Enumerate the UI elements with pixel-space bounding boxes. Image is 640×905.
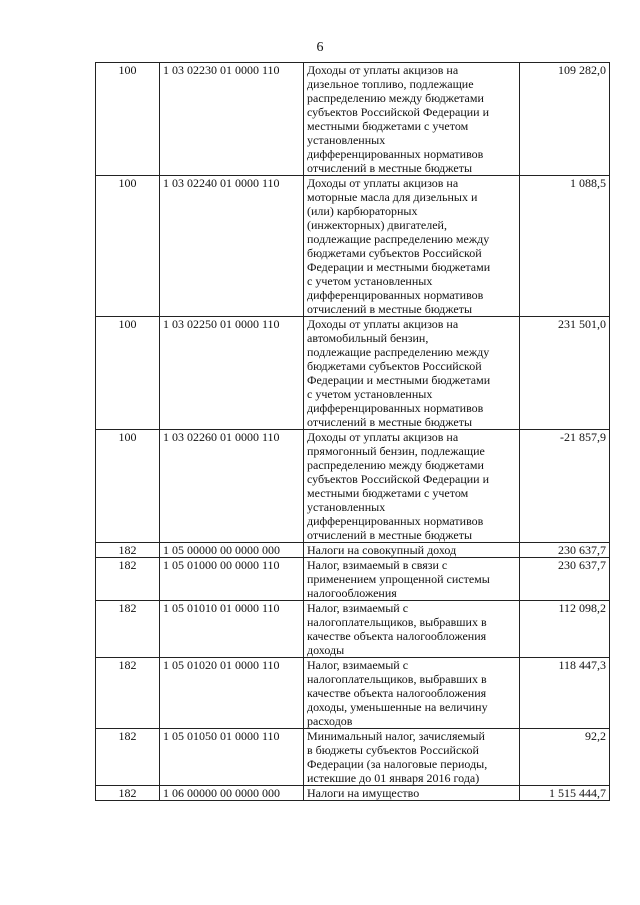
revenue-name-line: подлежащие распределению между [307,232,490,246]
revenue-name-line: Налог, взимаемый с [307,601,409,615]
revenue-name-line: субъектов Российской Федерации и [307,105,490,119]
revenue-name-cell [304,658,520,729]
budget-classification-code-cell: 1 05 01020 01 0000 110 [160,658,304,729]
revenue-name-cell [304,786,520,801]
revenue-name-line: отчислений в местные бюджеты [307,415,473,429]
revenue-name-line: Налог, взимаемый с [307,658,409,672]
revenue-name-line: установленных [307,133,386,147]
revenue-table-body [96,63,610,801]
revenue-name-line: подлежащие распределению между [307,345,490,359]
amount-cell: 1 515 444,7 [520,786,610,801]
budget-classification-code-cell: 1 05 01010 01 0000 110 [160,601,304,658]
revenue-name-line: бюджетами субъектов Российской [307,246,482,260]
revenue-name-line: автомобильный бензин, [307,331,429,345]
revenue-name-line: истекшие до 01 января 2016 года) [307,771,480,785]
amount-cell: -21 857,9 [520,430,610,543]
admin-code-cell: 182 [96,658,160,729]
amount-cell: 230 637,7 [520,558,610,601]
revenue-name-cell [304,430,520,543]
revenue-name-line: доходы, уменьшенные на величину [307,700,488,714]
revenue-name-line: отчислений в местные бюджеты [307,302,473,316]
amount-cell: 109 282,0 [520,63,610,176]
table-row [96,317,610,430]
admin-code-cell: 182 [96,729,160,786]
revenue-name-line: дизельное топливо, подлежащие [307,77,474,91]
amount-cell: 230 637,7 [520,543,610,558]
revenue-name-line: местными бюджетами с учетом [307,486,469,500]
revenue-name-line: с учетом установленных [307,387,433,401]
revenue-name-cell [304,317,520,430]
budget-classification-code-cell: 1 03 02230 01 0000 110 [160,63,304,176]
revenue-name-cell [304,543,520,558]
amount-cell: 118 447,3 [520,658,610,729]
revenue-name-cell [304,63,520,176]
revenue-name-line: (или) карбюраторных [307,204,418,218]
revenue-name-line: установленных [307,500,386,514]
revenue-name-line: с учетом установленных [307,274,433,288]
admin-code-cell: 182 [96,786,160,801]
revenue-name-line: Доходы от уплаты акцизов на [307,430,459,444]
revenue-name-line: (инжекторных) двигателей, [307,218,447,232]
table-row [96,176,610,317]
budget-classification-code-cell: 1 05 00000 00 0000 000 [160,543,304,558]
admin-code-cell: 182 [96,558,160,601]
revenue-name-line: Минимальный налог, зачисляемый [307,729,485,743]
table-row [96,786,610,801]
admin-code-cell: 182 [96,601,160,658]
table-row [96,658,610,729]
revenue-name-line: Налоги на имущество [307,786,420,800]
revenue-name-line: Доходы от уплаты акцизов на [307,317,459,331]
revenue-name-line: Налог, взимаемый в связи с [307,558,448,572]
revenue-name-line: Доходы от уплаты акцизов на [307,176,459,190]
revenue-name-line: в бюджеты субъектов Российской [307,743,479,757]
revenue-name-line: субъектов Российской Федерации и [307,472,490,486]
admin-code-cell: 100 [96,430,160,543]
revenue-name-cell [304,558,520,601]
admin-code-cell: 100 [96,63,160,176]
admin-code-cell: 100 [96,317,160,430]
revenue-name-line: бюджетами субъектов Российской [307,359,482,373]
table-row [96,63,610,176]
revenue-name-line: качестве объекта налогообложения [307,629,487,643]
revenue-name-line: Федерации и местными бюджетами [307,373,491,387]
budget-classification-code-cell: 1 03 02240 01 0000 110 [160,176,304,317]
revenue-name-line: Налоги на совокупный доход [307,543,457,557]
admin-code-cell: 100 [96,176,160,317]
amount-cell: 92,2 [520,729,610,786]
revenue-name-line: дифференцированных нормативов [307,401,484,415]
amount-cell: 1 088,5 [520,176,610,317]
budget-classification-code-cell: 1 03 02250 01 0000 110 [160,317,304,430]
revenue-name-line: распределению между бюджетами [307,458,484,472]
page-number: 6 [316,40,324,55]
revenue-name-line: Федерации и местными бюджетами [307,260,491,274]
revenue-name-line: применением упрощенной системы [307,572,490,586]
budget-classification-code-cell: 1 05 01000 00 0000 110 [160,558,304,601]
revenue-table [95,62,610,801]
revenue-name-line: качестве объекта налогообложения [307,686,487,700]
table-row [96,729,610,786]
budget-classification-code-cell: 1 05 01050 01 0000 110 [160,729,304,786]
amount-cell: 231 501,0 [520,317,610,430]
revenue-name-line: налогоплательщиков, выбравших в [307,615,487,629]
revenue-name-line: распределению между бюджетами [307,91,484,105]
revenue-name-line: отчислений в местные бюджеты [307,161,473,175]
revenue-name-line: дифференцированных нормативов [307,288,484,302]
revenue-name-line: моторные масла для дизельных и [307,190,478,204]
revenue-name-cell [304,729,520,786]
revenue-name-cell [304,601,520,658]
revenue-name-line: доходы [307,643,345,657]
table-row [96,601,610,658]
revenue-name-line: дифференцированных нормативов [307,147,484,161]
amount-cell: 112 098,2 [520,601,610,658]
revenue-name-line: расходов [307,714,353,728]
revenue-name-line: прямогонный бензин, подлежащие [307,444,485,458]
revenue-name-line: Федерации (за налоговые периоды, [307,757,488,771]
revenue-name-line: налогообложения [307,586,397,600]
table-row [96,430,610,543]
revenue-name-line: налогоплательщиков, выбравших в [307,672,487,686]
admin-code-cell: 182 [96,543,160,558]
table-row [96,558,610,601]
table-row [96,543,610,558]
budget-classification-code-cell: 1 03 02260 01 0000 110 [160,430,304,543]
revenue-name-line: дифференцированных нормативов [307,514,484,528]
revenue-name-line: Доходы от уплаты акцизов на [307,63,459,77]
revenue-name-line: местными бюджетами с учетом [307,119,469,133]
revenue-name-line: отчислений в местные бюджеты [307,528,473,542]
budget-classification-code-cell: 1 06 00000 00 0000 000 [160,786,304,801]
revenue-name-cell [304,176,520,317]
